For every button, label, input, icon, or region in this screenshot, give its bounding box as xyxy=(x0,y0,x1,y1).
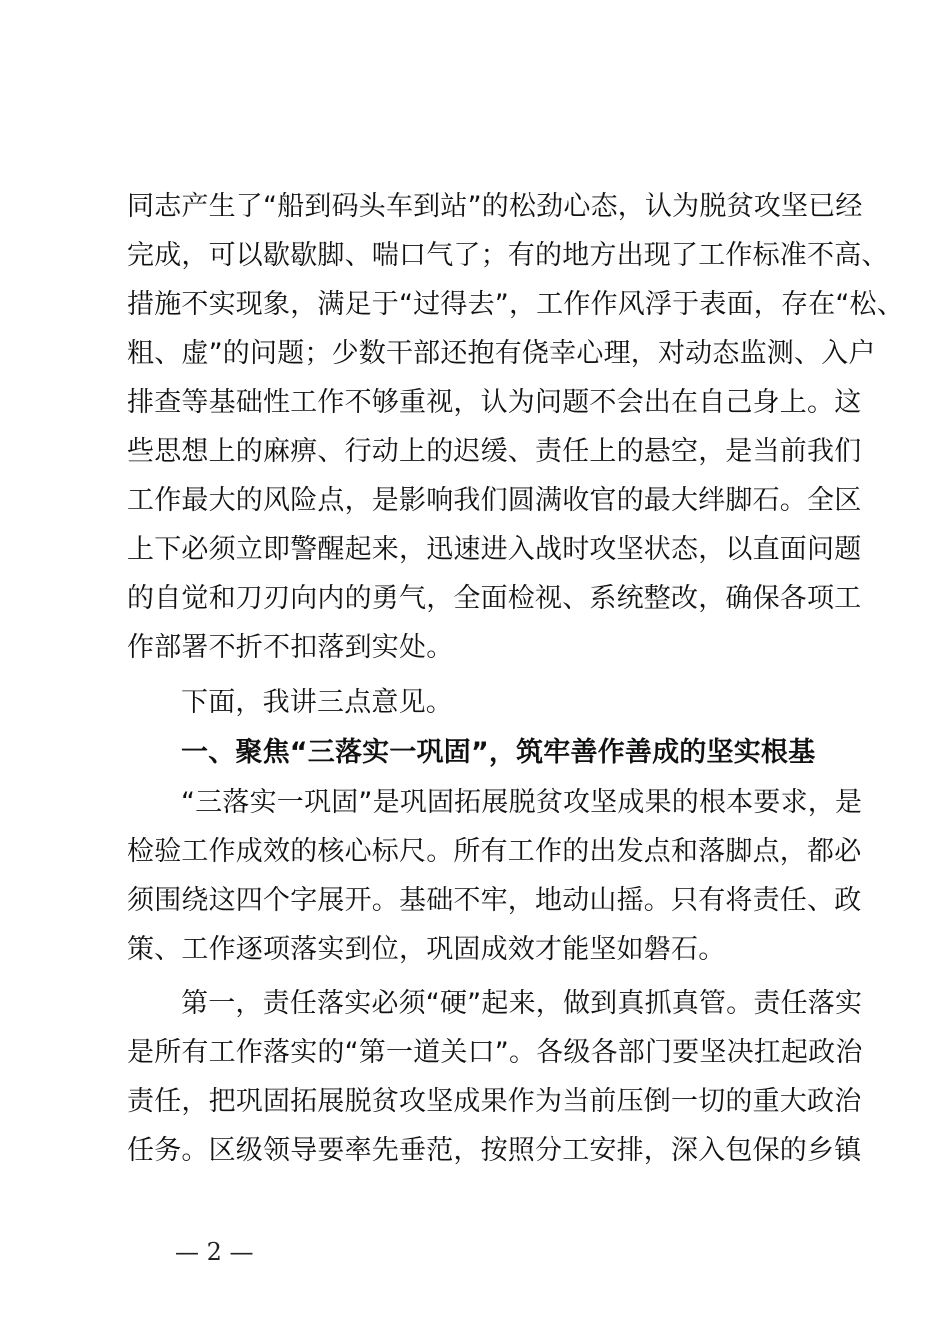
section-heading: 一、聚焦“三落实一巩固”，筑牢善作善成的坚实根基 xyxy=(181,737,816,768)
text-line: 责任，把巩固拓展脱贫攻坚成果作为当前压倒一切的重大政治 xyxy=(127,1086,862,1117)
text-line: 完成，可以歇歇脚、喘口气了；有的地方出现了工作标准不高、 xyxy=(127,240,889,271)
text-line: 策、工作逐项落实到位，巩固成效才能坚如磐石。 xyxy=(127,934,726,965)
text-line: 的自觉和刀刃向内的勇气，全面检视、系统整改，确保各项工 xyxy=(127,583,862,614)
text-line: 措施不实现象，满足于“过得去”，工作作风浮于表面，存在“松、 xyxy=(127,289,904,320)
text-line: 粗、虚”的问题；少数干部还抱有侥幸心理，对动态监测、入户 xyxy=(127,338,876,369)
text-line: 下面，我讲三点意见。 xyxy=(181,687,453,718)
text-line: 须围绕这四个字展开。基础不牢，地动山摇。只有将责任、政 xyxy=(127,885,862,916)
text-line: 是所有工作落实的“第一道关口”。各级各部门要坚决扛起政治 xyxy=(127,1037,863,1068)
text-line: “三落实一巩固”是巩固拓展脱贫攻坚成果的根本要求，是 xyxy=(181,787,863,818)
text-line: 作部署不折不扣落到实处。 xyxy=(127,632,454,663)
text-line: 些思想上的麻痹、行动上的迟缓、责任上的悬空，是当前我们 xyxy=(127,436,862,467)
text-line: 第一，责任落实必须“硬”起来，做到真抓真管。责任落实 xyxy=(181,988,863,1019)
page-number: — 2 — xyxy=(175,1238,254,1266)
text-line: 同志产生了“船到码头车到站”的松劲心态，认为脱贫攻坚已经 xyxy=(127,191,863,222)
text-line: 排查等基础性工作不够重视，认为问题不会出在自己身上。这 xyxy=(127,387,862,418)
text-line: 上下必须立即警醒起来，迅速进入战时攻坚状态，以直面问题 xyxy=(127,534,862,565)
text-line: 检验工作成效的核心标尺。所有工作的出发点和落脚点，都必 xyxy=(127,836,862,867)
text-line: 工作最大的风险点，是影响我们圆满收官的最大绊脚石。全区 xyxy=(127,485,862,516)
text-line: 任务。区级领导要率先垂范，按照分工安排，深入包保的乡镇 xyxy=(127,1135,862,1166)
